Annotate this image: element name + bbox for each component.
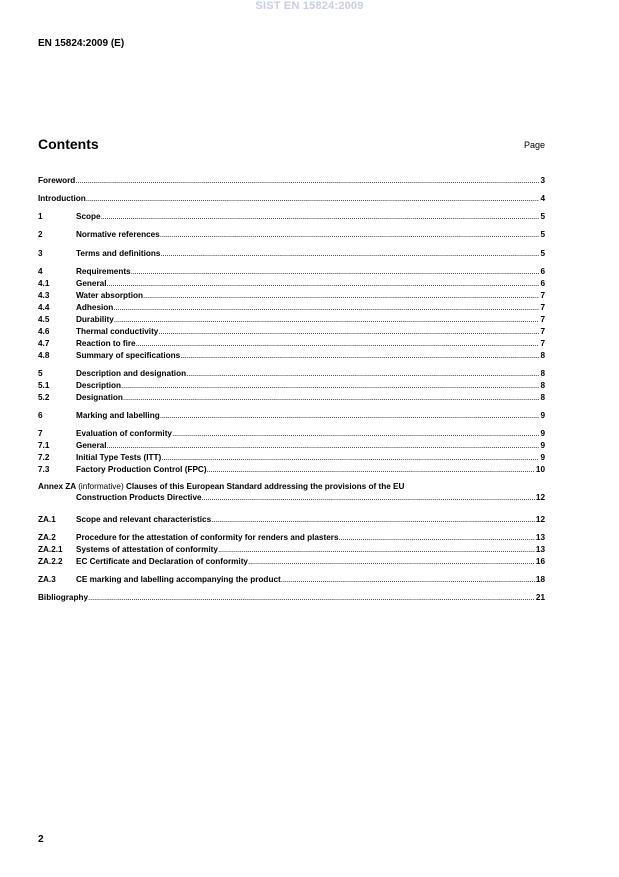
toc-entry-page: 21 [535,593,545,602]
dot-leader [180,350,539,361]
toc-entry-title: Description and designation [76,369,187,378]
toc-entry-title: Factory Production Control (FPC) [76,465,207,474]
toc-entry-number: 4.8 [38,351,50,360]
toc-entry-number: ZA.2 [38,533,56,542]
dot-leader [160,410,540,421]
dot-leader [207,464,535,475]
dot-leader [158,326,539,337]
toc-entry-page: 7 [540,339,545,348]
toc-entry-title: Bibliography [38,593,89,602]
toc-entry-title: Water absorption [76,291,144,300]
toc-entry[interactable] [38,556,545,567]
toc-entry-title: Requirements [76,267,131,276]
toc-entry-number: 2 [38,230,43,239]
toc-entry-page: 5 [540,212,545,221]
toc-entry-page: 5 [540,249,545,258]
toc-entry-number: 6 [38,411,43,420]
toc-entry[interactable] [38,464,545,475]
toc-entry-number: 4.5 [38,315,50,324]
toc-entry-title: Initial Type Tests (ITT) [76,453,162,462]
dot-leader [202,492,536,503]
annex-title-part2: Construction Products Directive [76,493,202,502]
toc-entry-page: 8 [540,381,545,390]
dot-leader [161,452,539,463]
dot-leader [143,290,539,301]
toc-entry-number: 7.2 [38,453,50,462]
toc-entry-title: EC Certificate and Declaration of conformity [76,557,248,566]
toc-entry-page: 12 [535,515,545,524]
toc-entry-title: Adhesion [76,303,114,312]
toc-entry[interactable] [38,278,545,289]
dot-leader [160,229,540,240]
contents-heading: Contents [38,136,99,152]
toc-entry-page: 9 [540,453,545,462]
toc-entry-number: ZA.2.1 [38,545,63,554]
toc-entry-title: Procedure for the attestation of conformity for renders and plasters [76,533,339,542]
toc-entry-page: 16 [535,557,545,566]
toc-entry-number: 4.1 [38,279,50,288]
dot-leader [339,532,535,543]
toc-entry-page: 18 [535,575,545,584]
toc-entry-title: CE marking and labelling accompanying the product [76,575,281,584]
toc-entry-page: 5 [540,230,545,239]
toc-entry[interactable] [38,428,545,439]
toc-entry-number: 5.2 [38,393,50,402]
toc-entry[interactable] [38,229,545,240]
annex-label: Annex ZA [38,482,79,491]
annex-title-line [38,481,545,492]
toc-entry-number: 4 [38,267,43,276]
toc-entry-page: 8 [540,393,545,402]
toc-entry-page: 7 [540,291,545,300]
toc-entry-page: 7 [540,303,545,312]
toc-entry-page: 13 [535,533,545,542]
toc-entry-title: Foreword [38,176,76,185]
toc-entry-title: Durability [76,315,114,324]
toc-entry-title: Scope [76,212,101,221]
toc-entry-page: 13 [535,545,545,554]
toc-entry-title: Reaction to fire [76,339,136,348]
dot-leader [121,380,539,391]
toc-entry-page: 10 [535,465,545,474]
toc-entry-number: 1 [38,212,43,221]
dot-leader [107,278,540,289]
toc-entry-title: Introduction [38,194,86,203]
toc-entry[interactable] [38,248,545,259]
toc-entry-title: Description [76,381,122,390]
toc-entry-title: Marking and labelling [76,411,160,420]
annex-title-continuation [38,492,545,503]
dot-leader [281,574,535,585]
toc-entry[interactable] [38,514,545,525]
toc-entry-number: 3 [38,249,43,258]
toc-entry[interactable] [38,266,545,277]
toc-entry-page: 3 [540,176,545,185]
toc-entry[interactable] [38,290,545,301]
toc-entry-number: 7.3 [38,465,50,474]
toc-entry-page: 7 [540,315,545,324]
dot-leader [113,302,539,313]
toc-entry[interactable] [38,350,545,361]
toc-entry-title: Normative references [76,230,160,239]
dot-leader [107,440,540,451]
toc-entry[interactable] [38,302,545,313]
toc-entry[interactable] [38,368,545,379]
toc-annex-entry[interactable] [38,481,545,503]
dot-leader [218,544,535,555]
toc-entry-title: Thermal conductivity [76,327,159,336]
toc-entry-page: 9 [540,429,545,438]
dot-leader [123,392,540,403]
page-number: 2 [38,834,44,845]
toc-entry-page: 4 [540,194,545,203]
dot-leader [131,266,540,277]
annex-title-part1: Clauses of this European Standard addressing the provisions of the EU [125,482,405,491]
dot-leader [86,193,540,204]
dot-leader [88,592,535,603]
toc-entry-title: General [76,441,107,450]
toc-entry[interactable] [38,592,545,603]
toc-entry-title: Scope and relevant characteristics [76,515,212,524]
toc-entry[interactable] [38,326,545,337]
annex-qualifier: (informative) [78,482,126,491]
page-column-label: Page [523,140,545,150]
toc-entry[interactable] [38,574,545,585]
dot-leader [75,175,539,186]
toc-entry[interactable] [38,314,545,325]
toc-entry-page: 6 [540,267,545,276]
toc-entry-number: 4.6 [38,327,50,336]
toc-entry-title: Summary of specifications [76,351,181,360]
toc-entry[interactable] [38,338,545,349]
toc-entry-number: 4.4 [38,303,50,312]
toc-entry[interactable] [38,175,545,186]
toc-entry-number: 7.1 [38,441,50,450]
toc-entry[interactable] [38,532,545,543]
dot-leader [160,248,539,259]
toc-entry-page: 7 [540,327,545,336]
toc-entry-page: 8 [540,351,545,360]
toc-entry-number: 5 [38,369,43,378]
document-id: EN 15824:2009 (E) [38,38,125,49]
dot-leader [136,338,540,349]
dot-leader [114,314,540,325]
dot-leader [101,211,540,222]
dot-leader [248,556,535,567]
toc-entry-title: General [76,279,107,288]
watermark: SIST EN 15824:2009 [255,0,364,12]
toc-entry[interactable] [38,211,545,222]
toc-entry-number: ZA.2.2 [38,557,63,566]
toc-entry-number: 5.1 [38,381,50,390]
toc-entry-number: 4.7 [38,339,50,348]
dot-leader [211,514,535,525]
toc-entry-page: 6 [540,279,545,288]
toc-entry[interactable] [38,380,545,391]
toc-entry-title: Systems of attestation of conformity [76,545,218,554]
toc-entry-title: Terms and definitions [76,249,161,258]
toc-entry-title: Designation [76,393,123,402]
dot-leader [172,428,539,439]
toc-entry[interactable] [38,410,545,421]
dot-leader [186,368,539,379]
toc-entry-number: ZA.1 [38,515,56,524]
toc-entry-number: 7 [38,429,43,438]
toc-entry[interactable] [38,392,545,403]
toc-entry[interactable] [38,452,545,463]
toc-entry-number: ZA.3 [38,575,56,584]
toc-entry[interactable] [38,440,545,451]
annex-page: 12 [535,493,545,502]
toc-entry-page: 8 [540,369,545,378]
toc-entry-page: 9 [540,411,545,420]
toc-entry[interactable] [38,193,545,204]
toc-entry-title: Evaluation of conformity [76,429,172,438]
toc-entry-page: 9 [540,441,545,450]
toc-entry-number: 4.3 [38,291,50,300]
toc-entry[interactable] [38,544,545,555]
